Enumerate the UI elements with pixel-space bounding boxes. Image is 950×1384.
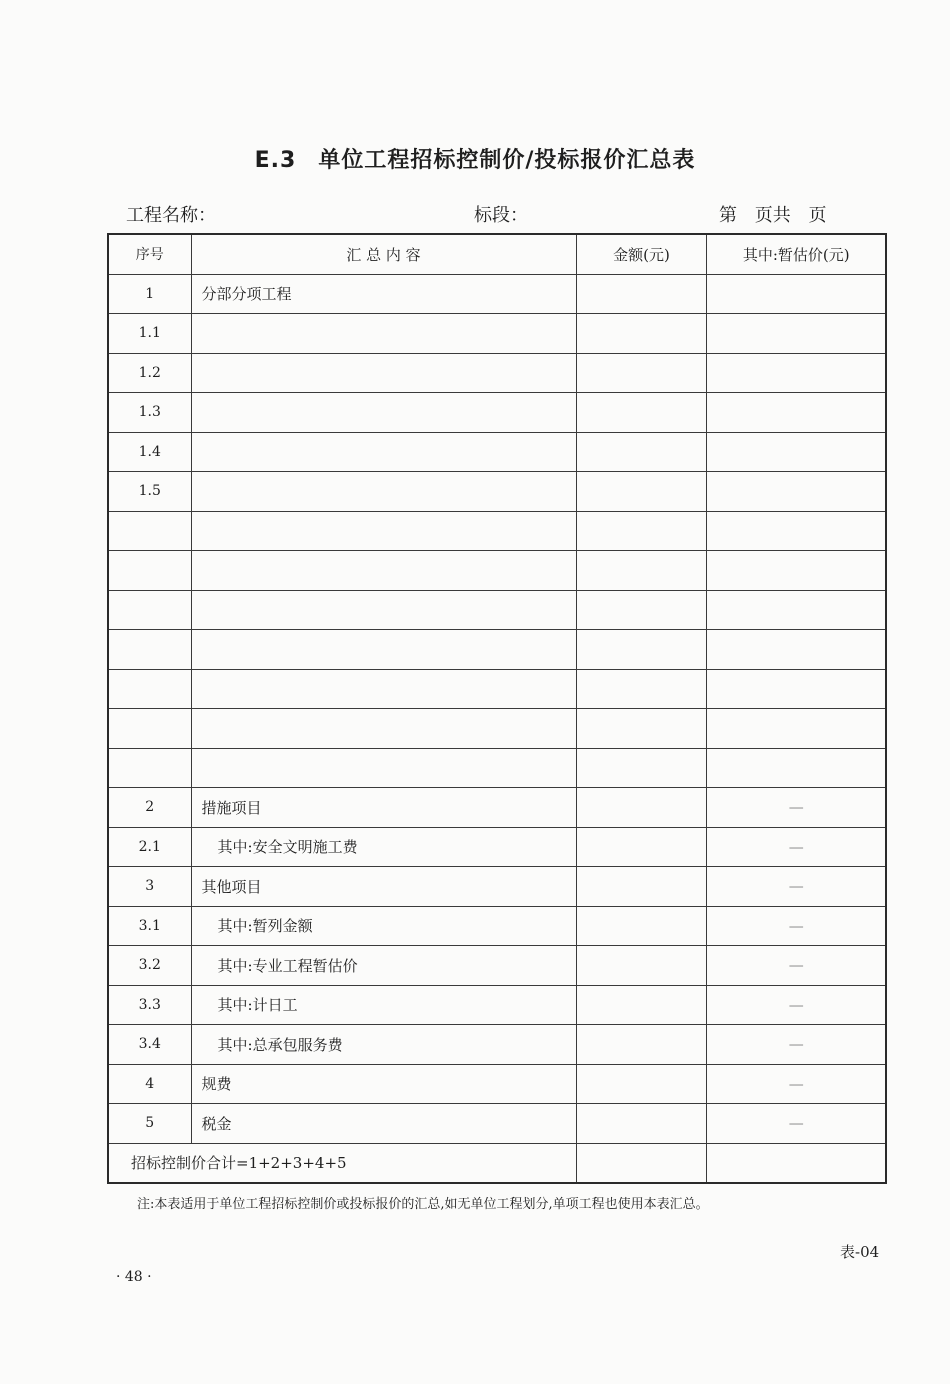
row-amount [576, 551, 707, 591]
row-number: 1.5 [108, 472, 191, 512]
row-number [108, 630, 191, 670]
row-provisional [707, 669, 886, 709]
page-number: · 48 · [116, 1269, 152, 1285]
row-provisional: — [707, 1025, 886, 1065]
row-provisional [707, 314, 886, 354]
row-content: 分部分项工程 [191, 274, 576, 314]
row-provisional [707, 432, 886, 472]
row-content [191, 669, 576, 709]
row-number [108, 748, 191, 788]
row-amount [576, 985, 707, 1025]
header-content: 汇 总 内 容 [191, 234, 576, 274]
total-provisional [707, 1143, 886, 1183]
row-content: 其中:总承包服务费 [191, 1025, 576, 1065]
row-provisional [707, 630, 886, 670]
row-content: 其他项目 [191, 867, 576, 907]
row-amount [576, 1064, 707, 1104]
table-row [108, 1104, 886, 1144]
row-number: 1 [108, 274, 191, 314]
row-amount [576, 748, 707, 788]
row-provisional: — [707, 946, 886, 986]
table-row [108, 551, 886, 591]
row-amount [576, 432, 707, 472]
row-number: 3.4 [108, 1025, 191, 1065]
total-label: 招标控制价合计=1+2+3+4+5 [108, 1143, 576, 1183]
row-content [191, 314, 576, 354]
row-amount [576, 709, 707, 749]
row-content: 其中:专业工程暂估价 [191, 946, 576, 986]
table-row [108, 353, 886, 393]
row-provisional: — [707, 1064, 886, 1104]
row-content [191, 393, 576, 433]
row-number: 3.1 [108, 906, 191, 946]
total-row [108, 1143, 886, 1183]
title-text: 单位工程招标控制价/投标报价汇总表 [318, 148, 696, 173]
row-amount [576, 788, 707, 828]
row-number [108, 709, 191, 749]
row-content [191, 630, 576, 670]
row-provisional [707, 472, 886, 512]
table-row [108, 590, 886, 630]
row-number: 3.3 [108, 985, 191, 1025]
row-amount [576, 1025, 707, 1065]
row-amount [576, 827, 707, 867]
table-row [108, 393, 886, 433]
title-code: E.3 [254, 148, 297, 173]
table-row [108, 709, 886, 749]
row-provisional: — [707, 788, 886, 828]
row-number [108, 511, 191, 551]
table-row [108, 511, 886, 551]
row-provisional [707, 551, 886, 591]
row-number [108, 551, 191, 591]
header-provisional: 其中:暂估价(元) [707, 234, 886, 274]
row-amount [576, 906, 707, 946]
table-row [108, 788, 886, 828]
row-provisional [707, 748, 886, 788]
row-number: 2.1 [108, 827, 191, 867]
row-provisional: — [707, 1104, 886, 1144]
header-no: 序号 [108, 234, 191, 274]
page-count-label: 第 页共 页 [719, 205, 827, 226]
table-row [108, 748, 886, 788]
row-content [191, 590, 576, 630]
table-header-row [108, 234, 886, 274]
table-row [108, 1025, 886, 1065]
row-amount [576, 946, 707, 986]
page-title [0, 143, 950, 174]
table-row [108, 274, 886, 314]
row-amount [576, 867, 707, 907]
row-content: 规费 [191, 1064, 576, 1104]
row-content [191, 472, 576, 512]
table-row [108, 906, 886, 946]
row-amount [576, 669, 707, 709]
row-content [191, 432, 576, 472]
row-amount [576, 314, 707, 354]
row-provisional [707, 353, 886, 393]
table-row [108, 314, 886, 354]
row-provisional [707, 709, 886, 749]
row-provisional [707, 590, 886, 630]
row-amount [576, 590, 707, 630]
header-amount: 金额(元) [576, 234, 707, 274]
summary-table [107, 233, 887, 1184]
row-provisional: — [707, 906, 886, 946]
table-row [108, 472, 886, 512]
row-provisional [707, 511, 886, 551]
row-content [191, 709, 576, 749]
row-content: 措施项目 [191, 788, 576, 828]
row-number: 5 [108, 1104, 191, 1144]
row-content [191, 748, 576, 788]
table-row [108, 867, 886, 907]
row-provisional: — [707, 867, 886, 907]
row-provisional [707, 274, 886, 314]
row-provisional: — [707, 985, 886, 1025]
row-content: 其中:安全文明施工费 [191, 827, 576, 867]
project-name-label: 工程名称： [126, 205, 216, 226]
row-provisional [707, 393, 886, 433]
row-content [191, 551, 576, 591]
row-amount [576, 393, 707, 433]
section-label: 标段： [474, 205, 528, 226]
row-number: 1.1 [108, 314, 191, 354]
row-content: 税金 [191, 1104, 576, 1144]
row-number: 2 [108, 788, 191, 828]
form-number: 表-04 [840, 1243, 880, 1261]
table-row [108, 669, 886, 709]
row-number: 1.4 [108, 432, 191, 472]
row-content: 其中:暂列金额 [191, 906, 576, 946]
row-content: 其中:计日工 [191, 985, 576, 1025]
footnote: 注:本表适用于单位工程招标控制价或投标报价的汇总,如无单位工程划分,单项工程也使用本表汇总。 [137, 1197, 709, 1212]
table-row [108, 1064, 886, 1104]
row-number [108, 590, 191, 630]
total-amount [576, 1143, 707, 1183]
row-content [191, 353, 576, 393]
row-number: 1.3 [108, 393, 191, 433]
row-amount [576, 511, 707, 551]
row-amount [576, 630, 707, 670]
row-number: 4 [108, 1064, 191, 1104]
row-content [191, 511, 576, 551]
table-row [108, 827, 886, 867]
row-amount [576, 1104, 707, 1144]
table-row [108, 432, 886, 472]
row-number [108, 669, 191, 709]
table-row [108, 946, 886, 986]
row-number: 3 [108, 867, 191, 907]
row-amount [576, 274, 707, 314]
table-row [108, 985, 886, 1025]
row-provisional: — [707, 827, 886, 867]
row-amount [576, 472, 707, 512]
row-number: 3.2 [108, 946, 191, 986]
table-row [108, 630, 886, 670]
row-amount [576, 353, 707, 393]
row-number: 1.2 [108, 353, 191, 393]
